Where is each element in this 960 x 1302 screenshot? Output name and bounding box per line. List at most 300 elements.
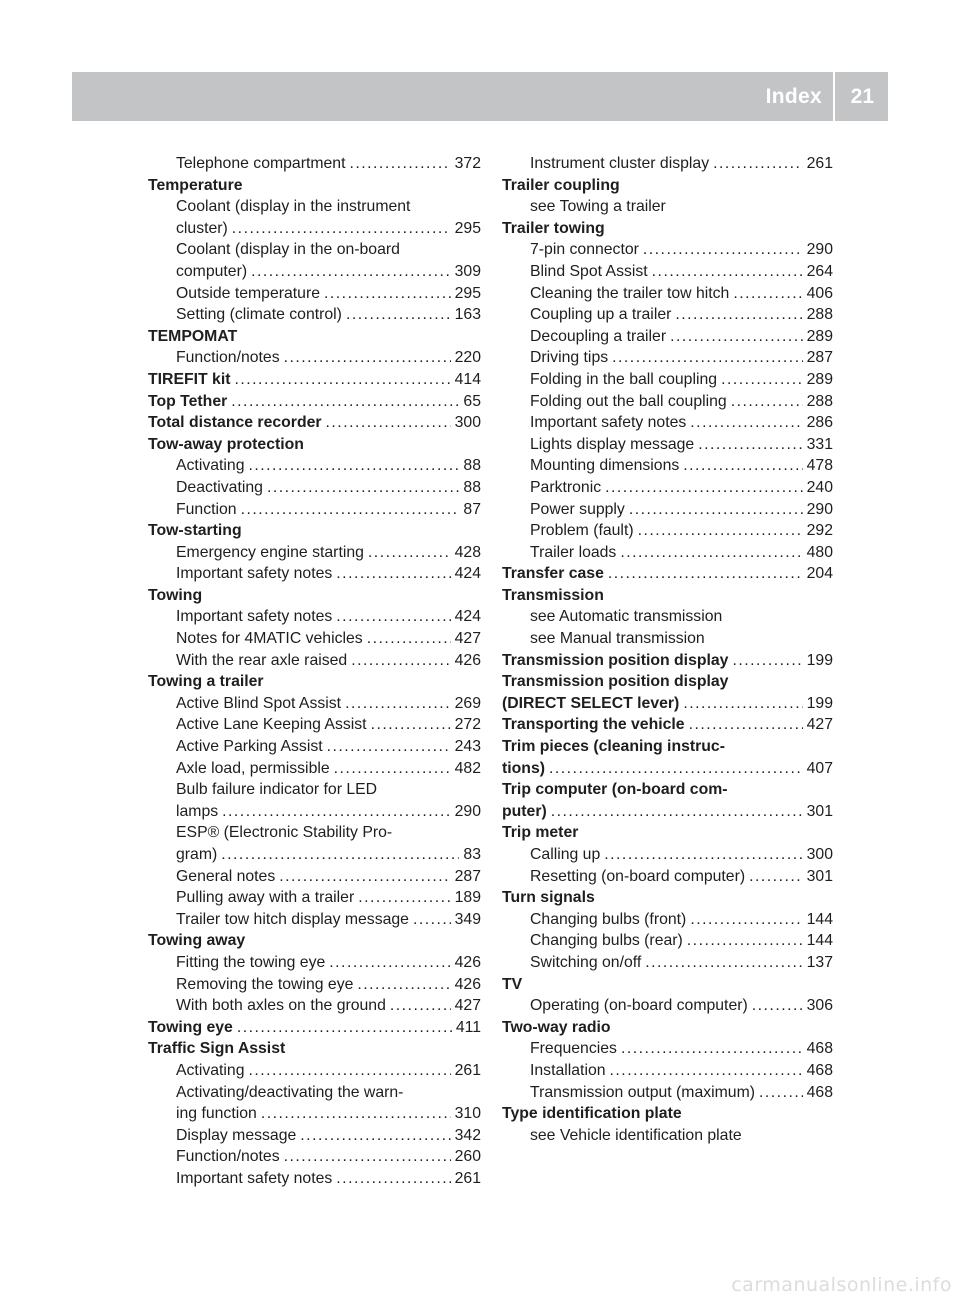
index-subentry[interactable] bbox=[502, 520, 833, 542]
entry-text: Decoupling a trailer bbox=[530, 327, 667, 345]
index-heading[interactable] bbox=[502, 736, 833, 758]
entry-text: Lights display message bbox=[530, 435, 695, 453]
index-heading[interactable] bbox=[148, 1017, 481, 1039]
page-number: 21 bbox=[850, 85, 874, 108]
entry-text: Trailer loads bbox=[530, 543, 617, 561]
page-ref[interactable]: 261 bbox=[806, 155, 833, 172]
page-ref[interactable]: 306 bbox=[806, 997, 833, 1015]
dot-leader bbox=[358, 887, 450, 909]
page-ref[interactable]: 428 bbox=[454, 543, 481, 561]
dot-leader bbox=[346, 304, 451, 326]
index-subentry[interactable] bbox=[148, 455, 481, 477]
page-ref[interactable]: 189 bbox=[454, 889, 481, 907]
index-subentry[interactable] bbox=[148, 196, 481, 218]
entry-text: Folding out the ball coupling bbox=[530, 392, 727, 410]
page-ref[interactable]: 406 bbox=[806, 284, 833, 302]
index-subentry[interactable] bbox=[148, 758, 481, 780]
index-subentry[interactable] bbox=[148, 1060, 481, 1082]
index-subentry[interactable] bbox=[148, 714, 481, 736]
dot-leader bbox=[605, 477, 803, 499]
entry-text: Coupling up a trailer bbox=[530, 306, 672, 324]
page-ref[interactable]: 137 bbox=[806, 953, 833, 971]
index-subentry[interactable] bbox=[502, 369, 833, 391]
dot-leader bbox=[749, 866, 803, 888]
index-subentry[interactable] bbox=[502, 153, 833, 175]
index-subentry[interactable] bbox=[148, 779, 481, 801]
entry-text: gram) bbox=[176, 846, 218, 863]
dot-leader bbox=[643, 239, 803, 261]
entry-text: TEMPOMAT bbox=[148, 327, 238, 345]
entry-text: Total distance recorder bbox=[148, 414, 322, 432]
index-heading[interactable] bbox=[148, 391, 481, 413]
index-subentry[interactable] bbox=[148, 1146, 481, 1168]
dot-leader bbox=[231, 391, 459, 413]
page-ref[interactable]: 468 bbox=[806, 1061, 833, 1079]
entry-text: Activating bbox=[176, 457, 245, 475]
index-subentry[interactable] bbox=[502, 952, 833, 974]
entry-text: Active Lane Keeping Assist bbox=[176, 716, 367, 734]
entry-text: Driving tips bbox=[530, 349, 609, 367]
page-ref[interactable]: 289 bbox=[806, 370, 833, 388]
dot-leader bbox=[689, 714, 803, 736]
dot-leader bbox=[652, 261, 803, 283]
index-subentry[interactable] bbox=[148, 606, 481, 628]
dot-leader bbox=[249, 455, 460, 477]
entry-text: Emergency engine starting bbox=[176, 543, 364, 561]
dot-leader bbox=[732, 650, 802, 672]
entry-text: Important safety notes bbox=[176, 608, 333, 626]
entry-text: Tow-away protection bbox=[148, 435, 304, 453]
entry-text: (DIRECT SELECT lever) bbox=[502, 694, 680, 712]
page-ref[interactable]: 427 bbox=[806, 716, 833, 734]
index-subentry[interactable] bbox=[148, 1168, 481, 1190]
entry-text: Trip meter bbox=[502, 824, 579, 842]
entry-text: Changing bulbs (front) bbox=[530, 910, 687, 928]
entry-text: Setting (climate control) bbox=[176, 306, 342, 324]
index-heading[interactable] bbox=[502, 585, 833, 607]
index-subentry[interactable] bbox=[148, 239, 481, 261]
entry-text: Mounting dimensions bbox=[530, 457, 680, 475]
entry-text: Outside temperature bbox=[176, 284, 321, 302]
index-subentry[interactable] bbox=[148, 563, 481, 585]
index-subentry[interactable] bbox=[502, 1038, 833, 1060]
dot-leader bbox=[261, 1103, 451, 1125]
entry-text: TIREFIT kit bbox=[148, 370, 231, 388]
dot-leader bbox=[300, 1125, 450, 1147]
entry-text: Blind Spot Assist bbox=[530, 262, 648, 280]
entry-text: Function bbox=[176, 500, 237, 518]
entry-text: TV bbox=[502, 975, 523, 993]
page-ref[interactable]: 144 bbox=[806, 910, 833, 928]
index-subentry[interactable] bbox=[148, 650, 481, 672]
page-ref[interactable]: 309 bbox=[454, 262, 481, 280]
page-ref[interactable]: 269 bbox=[454, 694, 481, 712]
page-ref[interactable]: 331 bbox=[806, 435, 833, 453]
index-subentry[interactable] bbox=[502, 1060, 833, 1082]
entry-text: Parktronic bbox=[530, 478, 602, 496]
index-subentry[interactable] bbox=[148, 974, 481, 996]
page-ref[interactable]: 427 bbox=[454, 630, 481, 648]
dot-leader bbox=[604, 844, 802, 866]
dot-leader bbox=[351, 650, 450, 672]
entry-text: Towing away bbox=[148, 932, 246, 950]
dot-leader bbox=[249, 1060, 451, 1082]
page-ref[interactable]: 87 bbox=[463, 500, 481, 518]
page-ref[interactable]: 288 bbox=[806, 392, 833, 410]
dot-leader bbox=[621, 1038, 803, 1060]
entry-text: General notes bbox=[176, 867, 276, 885]
page-ref[interactable]: 288 bbox=[806, 306, 833, 324]
index-subentry[interactable] bbox=[502, 866, 833, 888]
index-subentry[interactable] bbox=[148, 822, 481, 844]
page-ref[interactable]: 287 bbox=[806, 349, 833, 367]
index-subentry[interactable] bbox=[148, 1082, 481, 1104]
dot-leader bbox=[336, 606, 450, 628]
page-ref[interactable]: 204 bbox=[806, 565, 833, 583]
index-heading[interactable] bbox=[502, 1103, 833, 1125]
dot-leader bbox=[367, 628, 451, 650]
dot-leader bbox=[267, 477, 459, 499]
entry-text: see Towing a trailer bbox=[530, 198, 666, 216]
index-heading[interactable] bbox=[148, 412, 481, 434]
dot-leader bbox=[698, 434, 802, 456]
dot-leader bbox=[690, 909, 802, 931]
page-ref[interactable]: 65 bbox=[463, 392, 481, 410]
index-column-right bbox=[502, 153, 833, 1146]
index-subentry[interactable] bbox=[502, 283, 833, 305]
index-subentry[interactable] bbox=[502, 909, 833, 931]
index-subentry[interactable] bbox=[148, 477, 481, 499]
entry-text: Transmission position display bbox=[502, 673, 729, 691]
dot-leader bbox=[721, 369, 803, 391]
entry-text: Cleaning the trailer tow hitch bbox=[530, 284, 730, 302]
entry-text: Axle load, permissible bbox=[176, 759, 330, 777]
entry-text: lamps bbox=[176, 802, 219, 820]
dot-leader bbox=[241, 499, 460, 521]
index-subentry[interactable] bbox=[502, 628, 833, 650]
index-heading[interactable] bbox=[502, 563, 833, 585]
page-ref[interactable]: 342 bbox=[454, 1126, 481, 1144]
index-subentry[interactable] bbox=[148, 952, 481, 974]
entry-text: Bulb failure indicator for LED bbox=[176, 781, 378, 799]
entry-text: With both axles on the ground bbox=[176, 997, 386, 1015]
section-title: Index bbox=[765, 85, 822, 108]
index-subentry[interactable] bbox=[502, 347, 833, 369]
index-subentry[interactable] bbox=[502, 477, 833, 499]
dot-leader bbox=[284, 347, 451, 369]
index-heading[interactable] bbox=[148, 175, 481, 197]
index-subentry[interactable] bbox=[148, 909, 481, 931]
page-ref[interactable]: 264 bbox=[806, 262, 833, 280]
entry-text: With the rear axle raised bbox=[176, 651, 348, 669]
index-heading[interactable] bbox=[148, 1038, 481, 1060]
entry-text: Two-way radio bbox=[502, 1018, 611, 1036]
dot-leader bbox=[675, 304, 802, 326]
index-heading[interactable] bbox=[148, 520, 481, 542]
index-column-left bbox=[148, 153, 481, 1190]
index-heading[interactable] bbox=[502, 693, 833, 715]
dot-leader bbox=[731, 391, 803, 413]
entry-text: Instrument cluster display bbox=[530, 155, 710, 172]
page-ref[interactable]: 480 bbox=[806, 543, 833, 561]
entry-text: Installation bbox=[530, 1061, 606, 1079]
page-ref[interactable]: 199 bbox=[806, 651, 833, 669]
entry-text: Active Blind Spot Assist bbox=[176, 694, 342, 712]
dot-leader bbox=[610, 1060, 803, 1082]
entry-text: Function/notes bbox=[176, 349, 280, 367]
index-heading[interactable] bbox=[502, 779, 833, 801]
page-ref[interactable]: 468 bbox=[806, 1040, 833, 1058]
entry-text: Important safety notes bbox=[176, 565, 333, 583]
index-heading[interactable] bbox=[502, 1017, 833, 1039]
index-heading[interactable] bbox=[148, 369, 481, 391]
index-heading[interactable] bbox=[502, 671, 833, 693]
dot-leader bbox=[690, 412, 802, 434]
page-ref[interactable]: 261 bbox=[454, 1169, 481, 1187]
page-ref[interactable]: 301 bbox=[806, 867, 833, 885]
page-ref[interactable]: 286 bbox=[806, 414, 833, 432]
entry-text: Towing eye bbox=[148, 1018, 233, 1036]
entry-text: Turn signals bbox=[502, 889, 595, 907]
dot-leader bbox=[670, 326, 803, 348]
entry-text: Removing the towing eye bbox=[176, 975, 354, 993]
page-ref[interactable]: 240 bbox=[806, 478, 833, 496]
dot-leader bbox=[327, 736, 451, 758]
page-ref[interactable]: 295 bbox=[454, 219, 481, 237]
entry-text: computer) bbox=[176, 262, 248, 280]
index-subentry[interactable] bbox=[148, 1125, 481, 1147]
index-subentry[interactable] bbox=[502, 196, 833, 218]
page-ref[interactable]: 426 bbox=[454, 651, 481, 669]
page-ref[interactable]: 290 bbox=[454, 802, 481, 820]
page-ref[interactable]: 349 bbox=[454, 910, 481, 928]
dot-leader bbox=[608, 563, 803, 585]
page-ref[interactable]: 301 bbox=[806, 802, 833, 820]
entry-text: Switching on/off bbox=[530, 953, 642, 971]
index-subentry[interactable] bbox=[502, 606, 833, 628]
index-subentry[interactable] bbox=[148, 542, 481, 564]
entry-text: Trailer coupling bbox=[502, 176, 620, 194]
dot-leader bbox=[334, 758, 451, 780]
index-subentry[interactable] bbox=[502, 542, 833, 564]
page-ref[interactable]: 220 bbox=[454, 349, 481, 367]
page-ref[interactable]: 482 bbox=[454, 759, 481, 777]
header-divider bbox=[833, 72, 835, 121]
index-subentry[interactable] bbox=[148, 153, 481, 175]
entry-text: Transmission bbox=[502, 586, 604, 604]
entry-text: Coolant (display in the on-board bbox=[176, 241, 400, 259]
page-ref[interactable]: 88 bbox=[463, 457, 481, 475]
index-subentry[interactable] bbox=[148, 887, 481, 909]
index-heading[interactable] bbox=[148, 434, 481, 456]
index-subentry[interactable] bbox=[148, 801, 481, 823]
page-ref[interactable]: 292 bbox=[806, 522, 833, 540]
entry-text: see Automatic transmission bbox=[530, 608, 723, 626]
index-subentry[interactable] bbox=[148, 866, 481, 888]
index-heading[interactable] bbox=[502, 758, 833, 780]
dot-leader bbox=[251, 261, 451, 283]
page-ref[interactable]: 199 bbox=[806, 694, 833, 712]
page-ref[interactable]: 468 bbox=[806, 1083, 833, 1101]
page-ref[interactable]: 414 bbox=[454, 370, 481, 388]
page-ref[interactable]: 260 bbox=[454, 1148, 481, 1166]
index-subentry[interactable] bbox=[148, 347, 481, 369]
index-subentry[interactable] bbox=[502, 930, 833, 952]
index-subentry[interactable] bbox=[148, 218, 481, 240]
dot-leader bbox=[235, 369, 451, 391]
page-ref[interactable]: 424 bbox=[454, 608, 481, 626]
entry-text: Power supply bbox=[530, 500, 625, 518]
dot-leader bbox=[222, 801, 451, 823]
entry-text: Transmission position display bbox=[502, 651, 729, 669]
entry-text: Important safety notes bbox=[176, 1169, 333, 1187]
index-heading[interactable] bbox=[502, 650, 833, 672]
dot-leader bbox=[357, 974, 450, 996]
index-heading[interactable] bbox=[502, 887, 833, 909]
dot-leader bbox=[349, 153, 450, 175]
page-ref[interactable]: 243 bbox=[454, 738, 481, 756]
index-heading[interactable] bbox=[502, 801, 833, 823]
index-subentry[interactable] bbox=[502, 261, 833, 283]
dot-leader bbox=[612, 347, 803, 369]
entry-text: Fitting the towing eye bbox=[176, 953, 326, 971]
dot-leader bbox=[345, 693, 451, 715]
index-subentry[interactable] bbox=[502, 1082, 833, 1104]
entry-text: Traffic Sign Assist bbox=[148, 1040, 286, 1058]
entry-text: 7-pin connector bbox=[530, 241, 639, 259]
dot-leader bbox=[237, 1017, 452, 1039]
page-ref[interactable]: 300 bbox=[806, 846, 833, 863]
index-subentry[interactable] bbox=[148, 844, 481, 866]
entry-text: puter) bbox=[502, 802, 547, 820]
page-ref[interactable]: 478 bbox=[806, 457, 833, 475]
entry-text: Deactivating bbox=[176, 478, 263, 496]
page-ref[interactable]: 426 bbox=[454, 975, 481, 993]
index-subentry[interactable] bbox=[148, 693, 481, 715]
watermark: carmanualsonline.info bbox=[731, 1274, 952, 1296]
dot-leader bbox=[629, 499, 803, 521]
index-subentry[interactable] bbox=[502, 239, 833, 261]
index-heading[interactable] bbox=[502, 218, 833, 240]
index-subentry[interactable] bbox=[502, 995, 833, 1017]
index-heading[interactable] bbox=[148, 671, 481, 693]
dot-leader bbox=[326, 412, 451, 434]
entry-text: see Manual transmission bbox=[530, 630, 705, 648]
dot-leader bbox=[683, 693, 802, 715]
page-ref[interactable]: 300 bbox=[454, 414, 481, 432]
dot-leader bbox=[279, 866, 450, 888]
page-ref[interactable]: 261 bbox=[454, 1061, 481, 1079]
entry-text: Resetting (on-board computer) bbox=[530, 867, 746, 885]
index-heading[interactable] bbox=[148, 930, 481, 952]
entry-text: Frequencies bbox=[530, 1040, 617, 1058]
index-subentry[interactable] bbox=[502, 391, 833, 413]
index-subentry[interactable] bbox=[148, 304, 481, 326]
entry-text: Calling up bbox=[530, 846, 601, 863]
page-ref[interactable]: 144 bbox=[806, 932, 833, 950]
index-heading[interactable] bbox=[148, 326, 481, 348]
entry-text: ESP® (Electronic Stability Pro- bbox=[176, 824, 393, 842]
page-ref[interactable]: 83 bbox=[463, 846, 481, 863]
page-ref[interactable]: 424 bbox=[454, 565, 481, 583]
page-ref[interactable]: 426 bbox=[454, 953, 481, 971]
page-ref[interactable]: 272 bbox=[454, 716, 481, 734]
index-heading[interactable] bbox=[148, 585, 481, 607]
entry-text: Operating (on-board computer) bbox=[530, 997, 748, 1015]
index-heading[interactable] bbox=[502, 974, 833, 996]
page-ref[interactable]: 289 bbox=[806, 327, 833, 345]
entry-text: Transfer case bbox=[502, 565, 604, 583]
index-subentry[interactable] bbox=[148, 283, 481, 305]
page-ref[interactable]: 88 bbox=[463, 478, 481, 496]
entry-text: Trim pieces (cleaning instruc- bbox=[502, 738, 725, 756]
dot-leader bbox=[733, 283, 802, 305]
index-subentry[interactable] bbox=[502, 455, 833, 477]
index-subentry[interactable] bbox=[502, 844, 833, 866]
page-ref[interactable]: 290 bbox=[806, 241, 833, 259]
dot-leader bbox=[390, 995, 451, 1017]
dot-leader bbox=[645, 952, 802, 974]
index-subentry[interactable] bbox=[502, 1125, 833, 1147]
entry-text: ing function bbox=[176, 1105, 257, 1123]
entry-text: Function/notes bbox=[176, 1148, 280, 1166]
index-subentry[interactable] bbox=[502, 434, 833, 456]
entry-text: Top Tether bbox=[148, 392, 228, 410]
index-heading[interactable] bbox=[502, 822, 833, 844]
page-header bbox=[72, 72, 888, 121]
entry-text: Display message bbox=[176, 1126, 297, 1144]
page-ref[interactable]: 295 bbox=[454, 284, 481, 302]
index-subentry[interactable] bbox=[502, 326, 833, 348]
dot-leader bbox=[683, 455, 802, 477]
page-ref[interactable]: 310 bbox=[454, 1105, 481, 1123]
dot-leader bbox=[329, 952, 450, 974]
dot-leader bbox=[687, 930, 803, 952]
entry-text: Changing bulbs (rear) bbox=[530, 932, 683, 950]
entry-text: Activating bbox=[176, 1061, 245, 1079]
entry-text: Folding in the ball coupling bbox=[530, 370, 718, 388]
entry-text: Type identification plate bbox=[502, 1105, 682, 1123]
page-ref[interactable]: 290 bbox=[806, 500, 833, 518]
entry-text: Pulling away with a trailer bbox=[176, 889, 355, 907]
index-subentry[interactable] bbox=[502, 304, 833, 326]
page-ref[interactable]: 372 bbox=[454, 155, 481, 172]
index-heading[interactable] bbox=[502, 175, 833, 197]
page-ref[interactable]: 163 bbox=[454, 306, 481, 324]
entry-text: Transporting the vehicle bbox=[502, 716, 685, 734]
dot-leader bbox=[221, 844, 459, 866]
page-ref[interactable]: 287 bbox=[454, 867, 481, 885]
index-subentry[interactable] bbox=[148, 499, 481, 521]
entry-text: Problem (fault) bbox=[530, 522, 634, 540]
index-subentry[interactable] bbox=[148, 736, 481, 758]
entry-text: Trailer tow hitch display message bbox=[176, 910, 409, 928]
index-heading[interactable] bbox=[502, 714, 833, 736]
page-ref[interactable]: 427 bbox=[454, 997, 481, 1015]
entry-text: tions) bbox=[502, 759, 545, 777]
index-subentry[interactable] bbox=[148, 1103, 481, 1125]
dot-leader bbox=[336, 1168, 450, 1190]
index-subentry[interactable] bbox=[148, 995, 481, 1017]
index-subentry[interactable] bbox=[148, 261, 481, 283]
index-subentry[interactable] bbox=[502, 499, 833, 521]
dot-leader bbox=[638, 520, 803, 542]
page-ref[interactable]: 407 bbox=[806, 759, 833, 777]
page-ref[interactable]: 411 bbox=[455, 1018, 481, 1036]
index-subentry[interactable] bbox=[148, 628, 481, 650]
dot-leader bbox=[284, 1146, 451, 1168]
index-subentry[interactable] bbox=[502, 412, 833, 434]
